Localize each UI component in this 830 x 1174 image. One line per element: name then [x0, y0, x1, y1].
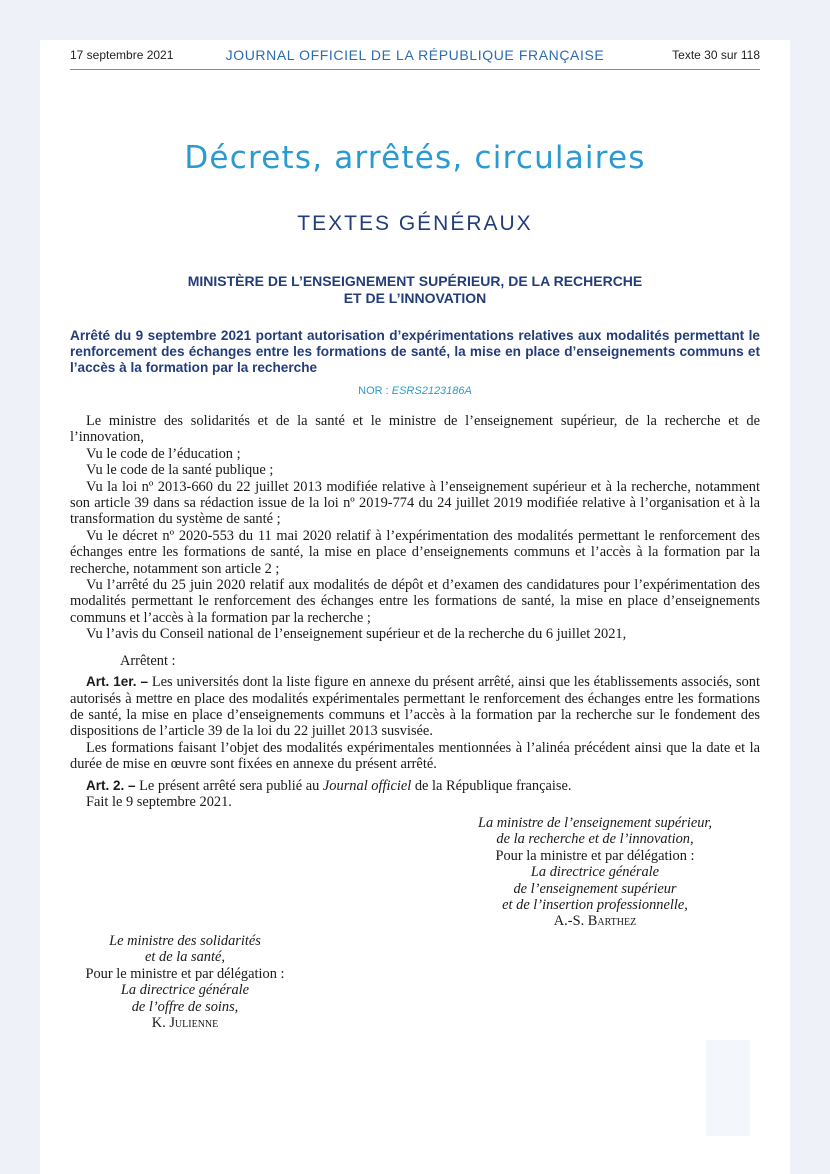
running-header	[70, 48, 760, 66]
preamble-paragraph: Vu le code de l’éducation ;	[86, 445, 241, 462]
preamble-paragraph: Vu l’avis du Conseil national de l’enseignement supérieur et de la recherche du 6 juillet 2021,	[86, 626, 627, 643]
signature-line: Le ministre des solidarités	[109, 933, 261, 949]
signature-block-left	[50, 933, 320, 1031]
ministry-line-2: ET DE L’INNOVATION	[343, 290, 487, 306]
signature-line: La ministre de l’enseignement supérieur,	[477, 815, 713, 831]
preamble-paragraph: Vu l’arrêté du 25 juin 2020 relatif aux modalités de dépôt et d’examen des candidatures pour l’expérimentation des modalités permettant le renforcement des échanges entre les formations de santé, la mise en place d’enseignements communs et l’accès à la formation par la recherche ;	[70, 577, 760, 626]
publication-date: 17 septembre 2021	[70, 48, 174, 62]
signature-line: de l’enseignement supérieur	[513, 880, 677, 897]
article-2-journal: Journal officiel	[322, 777, 412, 794]
ministry-heading	[100, 273, 730, 307]
article-1	[70, 674, 760, 740]
section-title: Décrets, arrêtés, circulaires	[184, 140, 646, 176]
preamble-paragraph: Vu le décret nº 2020-553 du 11 mai 2020 relatif à l’expérimentation des modalités permettant le renforcement des échanges entre les formations de santé, la mise en place d’enseignements communs et l’accès à la formation par la recherche, notamment son article 2 ;	[70, 527, 760, 577]
signature-line: La directrice générale	[120, 982, 250, 999]
signature-line: et de la santé,	[145, 949, 225, 966]
document-page	[40, 40, 790, 1174]
page-edge-mark	[706, 1040, 750, 1136]
signatory-name: K. Julienne	[151, 1015, 219, 1032]
article-1-paragraph-2: Les formations faisant l’objet des modalités expérimentales mentionnées à l’alinéa précédent ainsi que la date et la durée de mise en œuvre sont fixées en annexe du présent arrêté.	[70, 739, 760, 773]
header-rule	[70, 69, 760, 70]
article-2-label: Art. 2. –	[86, 777, 136, 793]
preamble-paragraph: Le ministre des solidarités et de la santé et le ministre de l’enseignement supérieur, de la recherche et de l’innovation,	[70, 413, 760, 446]
nor-label: NOR :	[358, 385, 392, 397]
ministry-line-1: MINISTÈRE DE L’ENSEIGNEMENT SUPÉRIEUR, DE LA RECHERCHE	[187, 273, 643, 289]
preamble-paragraph: Vu la loi nº 2013-660 du 22 juillet 2013 modifiée relative à l’enseignement supérieur et à la recherche, notamment son article 39 dans sa rédaction issue de la loi nº 2019-774 du 24 juillet 2019 modifiée relative à l’organisation et à la transformation du système de santé ;	[70, 478, 760, 528]
preamble-paragraph: Vu le code de la santé publique ;	[86, 462, 274, 479]
text-number: Texte 30 sur 118	[672, 48, 760, 62]
signature-line: de la recherche et de l’innovation,	[496, 831, 694, 848]
article-1-text: Les universités dont la liste figure en annexe du présent arrêté, ainsi que les établissements associés, sont autorisés à mettre en place des modalités expérimentales permettant le renforcement des échanges entre les formations de santé, la mise en place d’enseignements communs et l’accès à la formation par la recherche sur le fondement des dispositions de l’article 39 de la loi du 22 juillet 2013 susvisée.	[70, 674, 760, 740]
journal-title: JOURNAL OFFICIEL DE LA RÉPUBLIQUE FRANÇAISE	[225, 47, 605, 63]
sub-title: TEXTES GÉNÉRAUX	[297, 212, 533, 235]
nor-code: ESRS2123186A	[391, 385, 472, 397]
arrete-title: Arrêté du 9 septembre 2021 portant autorisation d’expérimentations relatives aux modalités permettant le renforcement des échanges entre les formations de santé, la mise en place d’enseignements communs et l’accès à la formation par la recherche	[70, 328, 760, 375]
signature-line: Pour la ministre et par délégation :	[495, 847, 695, 864]
article-2	[70, 778, 760, 794]
signature-line: La directrice générale	[530, 864, 660, 881]
signature-line: Pour le ministre et par délégation :	[85, 965, 285, 982]
signature-block-right	[430, 815, 760, 930]
article-1-label: Art. 1er. –	[86, 674, 149, 690]
article-2-text-after: de la République française.	[411, 777, 572, 794]
signatory-name: A.-S. Barthez	[553, 913, 637, 930]
signature-line: et de l’insertion professionnelle,	[502, 897, 688, 914]
fait-le: Fait le 9 septembre 2021.	[86, 793, 232, 810]
nor-reference	[40, 385, 790, 397]
article-2-text-before: Le présent arrêté sera publié au	[135, 777, 323, 794]
signature-line: de l’offre de soins,	[131, 998, 239, 1015]
arretent: Arrêtent :	[120, 652, 176, 669]
document-body	[70, 413, 760, 810]
